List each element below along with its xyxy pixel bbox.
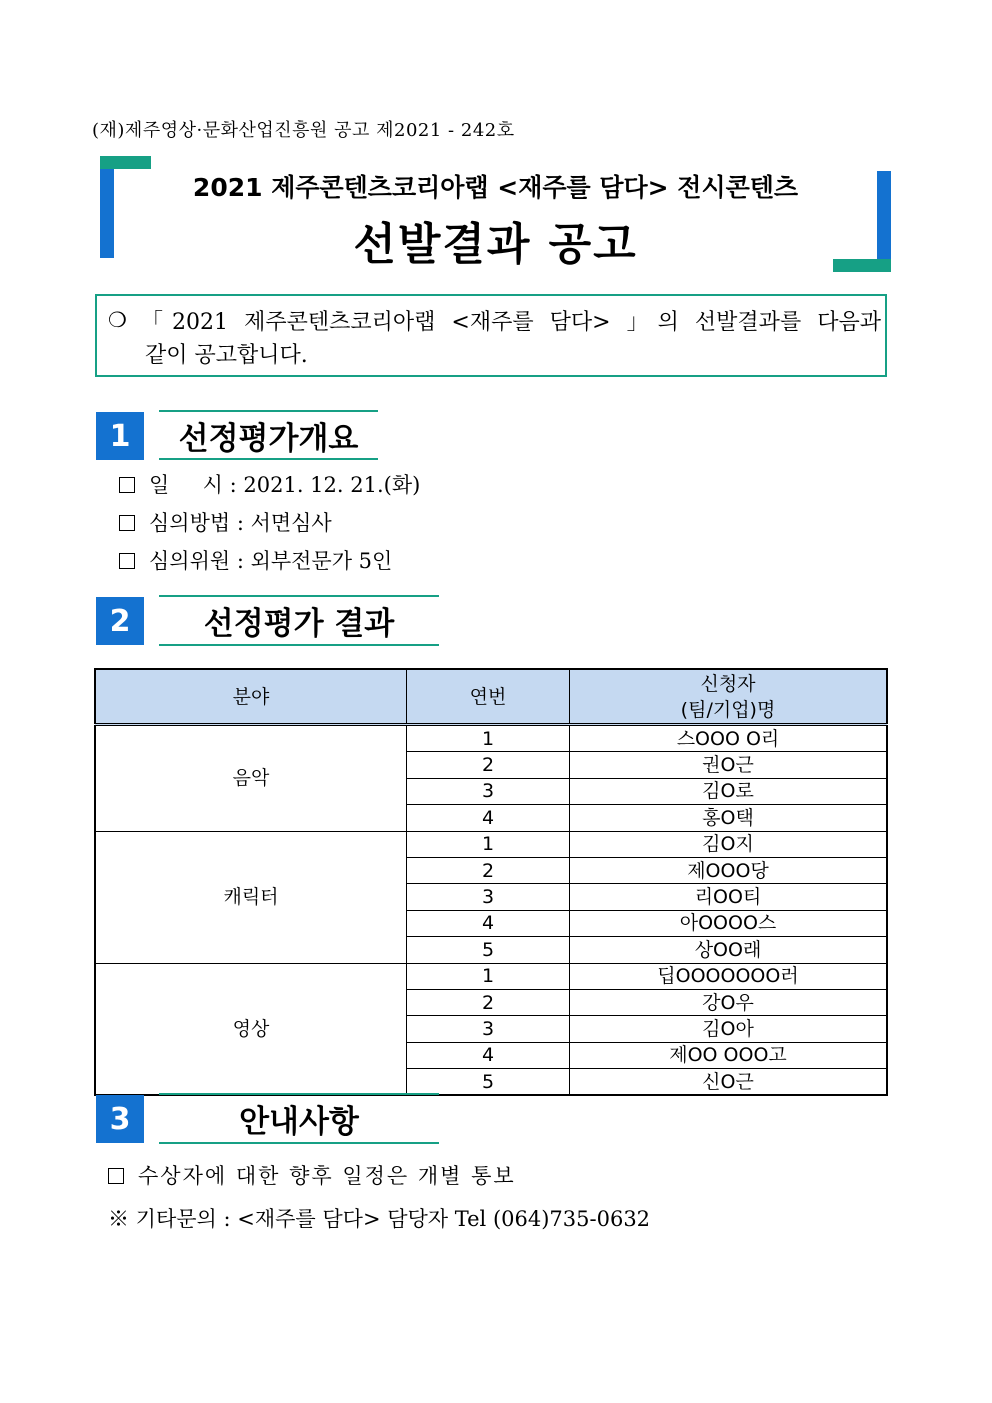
number-cell: 3 xyxy=(407,884,570,910)
applicant-cell: 제OO OOO고 xyxy=(570,1042,888,1068)
header-number: 연번 xyxy=(407,669,570,725)
results-table xyxy=(94,668,888,1096)
overview-method xyxy=(119,507,332,537)
checkbox-icon xyxy=(119,515,135,531)
number-cell: 2 xyxy=(407,989,570,1015)
applicant-cell: 강O우 xyxy=(570,989,888,1015)
header-applicant-line1: 신청자 xyxy=(700,672,756,695)
number-cell: 5 xyxy=(407,1069,570,1096)
applicant-cell: 상OO래 xyxy=(570,937,888,963)
notice-item xyxy=(108,1160,516,1190)
number-cell: 4 xyxy=(407,1042,570,1068)
overview-date-text: 일 시 : 2021. 12. 21.(화) xyxy=(149,473,421,497)
section-2-number: 2 xyxy=(96,597,144,645)
number-cell: 5 xyxy=(407,937,570,963)
overview-judges xyxy=(119,545,392,575)
section-1-title: 선정평가개요 xyxy=(159,410,378,460)
overview-method-text: 심의방법 : 서면심사 xyxy=(149,511,332,535)
section-3-number: 3 xyxy=(96,1095,144,1143)
intro-text-line1: 「2021 제주콘텐츠코리아랩 <재주를 담다> 」의 선발결과를 다음과 xyxy=(141,310,881,335)
field-cell: 음악 xyxy=(95,725,407,832)
section-2-title: 선정평가 결과 xyxy=(159,595,439,646)
overview-date xyxy=(119,469,420,499)
field-cell: 영상 xyxy=(95,963,407,1095)
applicant-cell: 김O로 xyxy=(570,778,888,804)
notice-number: (재)제주영상·문화산업진흥원 공고 제2021 - 242호 xyxy=(92,120,515,141)
number-cell: 4 xyxy=(407,805,570,831)
table-header-row xyxy=(95,669,887,725)
header-applicant-line2: (팀/기업)명 xyxy=(680,698,776,721)
intro-text-line2: 같이 공고합니다. xyxy=(145,343,308,368)
document-subtitle: 2021 제주콘텐츠코리아랩 <재주를 담다> 전시콘텐츠 xyxy=(192,173,799,202)
section-1-number: 1 xyxy=(96,412,144,460)
notice-item-text: 수상자에 대한 향후 일정은 개별 통보 xyxy=(138,1164,516,1188)
overview-judges-text: 심의위원 : 외부전문가 5인 xyxy=(149,549,393,573)
header-field: 분야 xyxy=(95,669,407,725)
checkbox-icon xyxy=(119,553,135,569)
number-cell: 1 xyxy=(407,831,570,857)
applicant-cell: 스OOO O리 xyxy=(570,725,888,752)
number-cell: 3 xyxy=(407,778,570,804)
number-cell: 1 xyxy=(407,725,570,752)
checkbox-icon xyxy=(119,477,135,493)
number-cell: 3 xyxy=(407,1016,570,1042)
applicant-cell: 아OOOO스 xyxy=(570,910,888,936)
table-row xyxy=(95,831,887,857)
table-row xyxy=(95,963,887,989)
applicant-cell: 권O근 xyxy=(570,752,888,778)
circle-bullet-icon: ❍ xyxy=(108,308,127,332)
document-title: 선발결과 공고 xyxy=(353,219,638,270)
table-body xyxy=(95,725,887,1096)
number-cell: 1 xyxy=(407,963,570,989)
table-row xyxy=(95,725,887,752)
applicant-cell: 제OOO당 xyxy=(570,857,888,883)
number-cell: 2 xyxy=(407,857,570,883)
applicant-cell: 신O근 xyxy=(570,1069,888,1096)
applicant-cell: 김O아 xyxy=(570,1016,888,1042)
applicant-cell: 딥OOOOOOO러 xyxy=(570,963,888,989)
applicant-cell: 리OO티 xyxy=(570,884,888,910)
number-cell: 2 xyxy=(407,752,570,778)
applicant-cell: 김O지 xyxy=(570,831,888,857)
checkbox-icon xyxy=(108,1168,124,1184)
contact-note: ※ 기타문의 : <재주를 담다> 담당자 Tel (064)735-0632 xyxy=(108,1207,651,1231)
applicant-cell: 홍O택 xyxy=(570,805,888,831)
field-cell: 캐릭터 xyxy=(95,831,407,963)
header-applicant xyxy=(570,669,888,725)
section-3-title: 안내사항 xyxy=(159,1093,439,1144)
number-cell: 4 xyxy=(407,910,570,936)
